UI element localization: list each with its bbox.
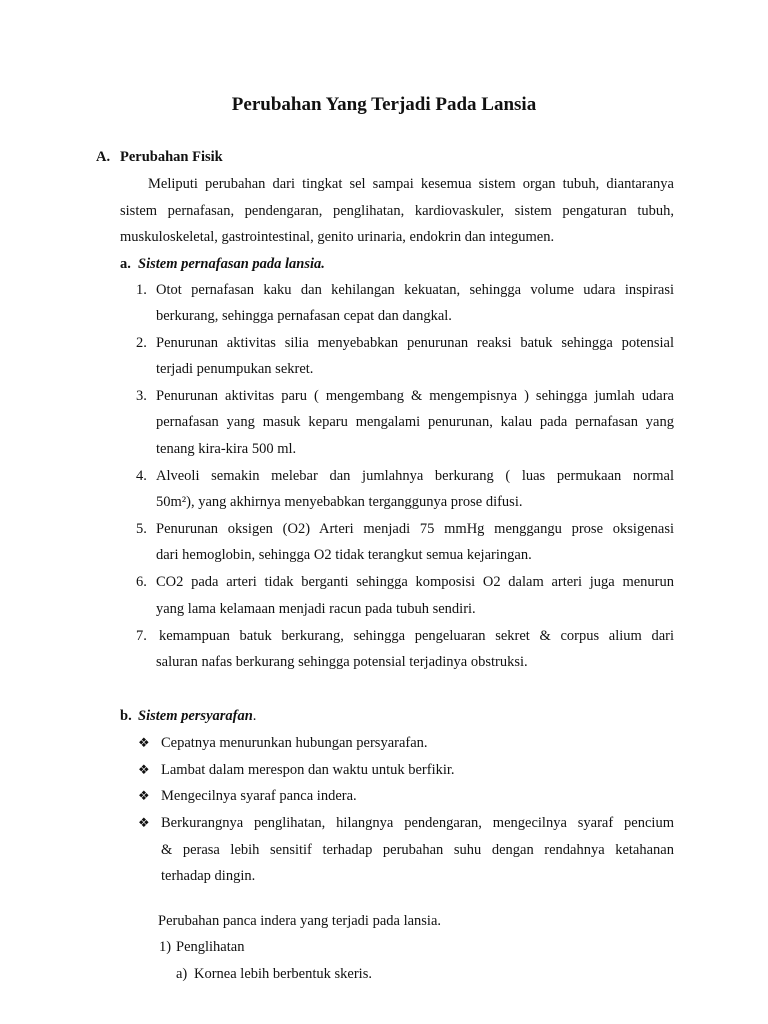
item-5-line-1: Penurunan oksigen (O2) Arteri menjadi 75 mmHg menggangu prose oksigenasi [156, 521, 674, 537]
item-3-number: 3. [136, 388, 147, 404]
panca-item-label: Penglihatan [176, 939, 245, 955]
item-1-number: 1. [136, 282, 147, 298]
bullet-4-line-2: & perasa lebih sensitif terhadap perubahan suhu dengan rendahnya ketahanan [161, 842, 674, 858]
item-6-number: 6. [136, 574, 147, 590]
panca-item-number: 1) [159, 939, 172, 955]
bullet-1-text: Cepatnya menurunkan hubungan persyarafan. [161, 735, 428, 751]
item-6-line-1: CO2 pada arteri tidak berganti sehingga komposisi O2 dalam arteri juga menurun [156, 574, 674, 590]
sub-b-heading: Sistem persyarafan [138, 708, 253, 724]
item-5-number: 5. [136, 521, 147, 537]
item-3-line-2: pernafasan yang masuk keparu mengalami penurunan, kalau pada pernafasan yang [156, 414, 674, 430]
section-a-marker: A. [96, 149, 111, 165]
bullet-diamond-icon: ❖ [138, 762, 150, 777]
sub-a-marker: a. [120, 256, 131, 272]
bullet-diamond-icon: ❖ [138, 815, 150, 830]
bullet-4-line-3: terhadap dingin. [161, 868, 256, 884]
item-7-line-1: kemampuan batuk berkurang, sehingga pengeluaran sekret & corpus alium dari [159, 628, 674, 644]
bullet-2-text: Lambat dalam merespon dan waktu untuk berfikir. [161, 762, 455, 778]
item-6-line-2: yang lama kelamaan menjadi racun pada tubuh sendiri. [156, 601, 476, 617]
item-3-line-1: Penurunan aktivitas paru ( mengembang & mengempisnya ) sehingga jumlah udara [156, 388, 674, 404]
bullet-3-text: Mengecilnya syaraf panca indera. [161, 788, 357, 804]
section-a-heading: Perubahan Fisik [120, 149, 223, 165]
panca-intro: Perubahan panca indera yang terjadi pada lansia. [158, 913, 442, 929]
bullet-diamond-icon: ❖ [138, 788, 150, 803]
item-7-line-2: saluran nafas berkurang sehingga potensial terjadinya obstruksi. [156, 654, 528, 670]
item-7-number: 7. [136, 628, 147, 644]
panca-sub-label: Kornea lebih berbentuk skeris. [194, 966, 372, 982]
item-3-line-3: tenang kira-kira 500 ml. [156, 441, 297, 457]
item-2-number: 2. [136, 335, 147, 351]
page-title: Perubahan Yang Terjadi Pada Lansia [231, 94, 537, 115]
item-4-line-2: 50m²), yang akhirnya menyebabkan terganggunya prose difusi. [156, 494, 523, 510]
item-4-number: 4. [136, 468, 147, 484]
bullet-4-line-1: Berkurangnya penglihatan, hilangnya pendengaran, mengecilnya syaraf pencium [161, 815, 674, 831]
item-2-line-2: terjadi penumpukan sekret. [156, 361, 314, 377]
intro-line-2: sistem pernafasan, pendengaran, penglihatan, kardiovaskuler, sistem pengaturan tubuh, [120, 203, 674, 219]
item-2-line-1: Penurunan aktivitas silia menyebabkan penurunan reaksi batuk sehingga potensial [156, 335, 674, 351]
intro-line-1: Meliputi perubahan dari tingkat sel sampai kesemua sistem organ tubuh, diantaranya [148, 176, 674, 192]
sub-b-trail: . [252, 708, 257, 724]
intro-line-3: muskuloskeletal, gastrointestinal, genito urinaria, endokrin dan integumen. [120, 229, 555, 245]
sub-a-heading: Sistem pernafasan pada lansia. [138, 256, 325, 272]
item-4-line-1: Alveoli semakin melebar dan jumlahnya berkurang ( luas permukaan normal [156, 468, 674, 484]
sub-b-marker: b. [120, 708, 132, 724]
item-1-line-1: Otot pernafasan kaku dan kehilangan kekuatan, sehingga volume udara inspirasi [156, 282, 674, 298]
item-1-line-2: berkurang, sehingga pernafasan cepat dan dangkal. [156, 308, 452, 324]
bullet-diamond-icon: ❖ [138, 735, 150, 750]
panca-sub-number: a) [176, 966, 188, 982]
item-5-line-2: dari hemoglobin, sehingga O2 tidak terangkut semua kejaringan. [156, 547, 532, 563]
